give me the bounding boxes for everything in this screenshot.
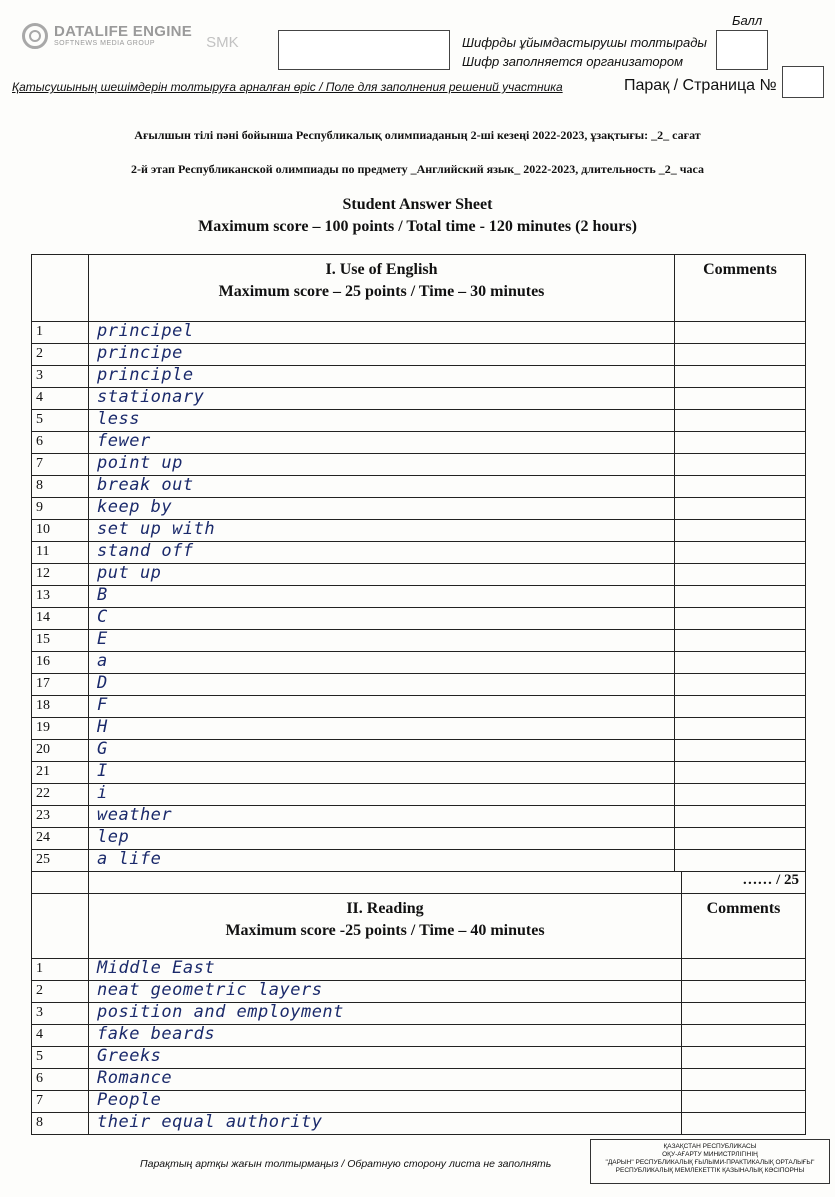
score-box[interactable] — [716, 30, 768, 70]
comment-cell[interactable] — [682, 1113, 806, 1135]
answer-row — [32, 366, 806, 388]
cipher-note — [462, 33, 707, 71]
watermark-faint: SMK — [206, 34, 239, 51]
answer-field[interactable]: lep — [89, 828, 675, 850]
question-number: 2 — [32, 344, 89, 366]
question-number: 14 — [32, 608, 89, 630]
section1-score[interactable]: …… / 25 — [682, 872, 806, 894]
section1-corner — [32, 255, 89, 322]
answer-field[interactable]: stationary — [89, 388, 675, 410]
comment-cell[interactable] — [682, 1091, 806, 1113]
question-number: 11 — [32, 542, 89, 564]
answer-field[interactable]: Greeks — [89, 1047, 682, 1069]
intro-line-kz: Ағылшын тілі пәні бойынша Республикалық олимпиаданың 2-ші кезеңі 2022-2023, ұзақтығы: _2_ сағат — [134, 128, 701, 142]
question-number: 25 — [32, 850, 89, 872]
intro-line-ru: 2-й этап Республиканской олимпиады по предмету _Английский язык_ 2022-2023, длительность _2_ часа — [131, 162, 704, 176]
answer-row — [32, 806, 806, 828]
section1-comments-header: Comments — [675, 255, 806, 322]
section1-score-spacer — [32, 872, 89, 894]
comment-cell[interactable] — [675, 784, 806, 806]
field-label: Қатысушының шешімдерін толтыруға арналған өріс / Поле для заполнения решений участника — [12, 80, 563, 94]
question-number: 16 — [32, 652, 89, 674]
answer-field[interactable]: position and employment — [89, 1003, 682, 1025]
answer-row — [32, 762, 806, 784]
question-number: 15 — [32, 630, 89, 652]
question-number: 7 — [32, 1091, 89, 1113]
section2-corner — [32, 894, 89, 959]
answer-field[interactable]: G — [89, 740, 675, 762]
comment-cell[interactable] — [682, 1069, 806, 1091]
comment-cell[interactable] — [682, 1003, 806, 1025]
question-number: 4 — [32, 1025, 89, 1047]
answer-field[interactable]: their equal authority — [89, 1113, 682, 1135]
cipher-box[interactable] — [278, 30, 450, 70]
score-label: Балл — [732, 13, 763, 28]
watermark-brand: DATALIFE ENGINE — [54, 22, 193, 40]
answer-field[interactable]: a life — [89, 850, 675, 872]
comment-cell[interactable] — [675, 652, 806, 674]
comment-cell[interactable] — [675, 476, 806, 498]
cipher-note-ru: Шифр заполняется организатором — [462, 54, 683, 69]
comment-cell[interactable] — [675, 608, 806, 630]
question-number: 17 — [32, 674, 89, 696]
comment-cell[interactable] — [675, 696, 806, 718]
question-number: 6 — [32, 1069, 89, 1091]
comment-cell[interactable] — [675, 322, 806, 344]
watermark — [22, 20, 239, 51]
question-number: 8 — [32, 1113, 89, 1135]
answer-field[interactable]: break out — [89, 476, 675, 498]
sheet-subtitle: Maximum score – 100 points / Total time - 120 minutes (2 hours) — [198, 218, 637, 235]
question-number: 3 — [32, 366, 89, 388]
comment-cell[interactable] — [675, 850, 806, 872]
question-number: 20 — [32, 740, 89, 762]
question-number: 7 — [32, 454, 89, 476]
comment-cell[interactable] — [675, 762, 806, 784]
answer-row — [32, 564, 806, 586]
answer-row — [32, 1025, 806, 1047]
comment-cell[interactable] — [675, 542, 806, 564]
answer-row — [32, 388, 806, 410]
answer-field[interactable]: fake beards — [89, 1025, 682, 1047]
question-number: 21 — [32, 762, 89, 784]
question-number: 2 — [32, 981, 89, 1003]
answer-row — [32, 1069, 806, 1091]
answer-field[interactable]: fewer — [89, 432, 675, 454]
answer-field[interactable]: point up — [89, 454, 675, 476]
question-number: 1 — [32, 322, 89, 344]
answer-row — [32, 1113, 806, 1135]
answer-field[interactable]: C — [89, 608, 675, 630]
answer-row — [32, 498, 806, 520]
cipher-note-kz: Шифрды ұйымдастырушы толтырады — [462, 35, 708, 50]
comment-cell[interactable] — [675, 366, 806, 388]
answer-row — [32, 1091, 806, 1113]
answer-field[interactable]: a — [89, 652, 675, 674]
comment-cell[interactable] — [682, 981, 806, 1003]
question-number: 22 — [32, 784, 89, 806]
page-number-box[interactable] — [782, 66, 824, 98]
comment-cell[interactable] — [675, 564, 806, 586]
answer-field[interactable]: E — [89, 630, 675, 652]
section1-subtitle: Maximum score – 25 points / Time – 30 minutes — [218, 283, 545, 300]
answer-row — [32, 652, 806, 674]
comment-cell[interactable] — [675, 498, 806, 520]
use-of-english-table — [31, 254, 806, 872]
comment-cell[interactable] — [675, 718, 806, 740]
answer-field[interactable]: I — [89, 762, 675, 784]
answer-row — [32, 850, 806, 872]
answer-field[interactable]: People — [89, 1091, 682, 1113]
sheet-title: Student Answer Sheet — [342, 196, 493, 213]
answer-field[interactable]: B — [89, 586, 675, 608]
answer-row — [32, 630, 806, 652]
question-number: 13 — [32, 586, 89, 608]
answer-row — [32, 1047, 806, 1069]
comment-cell[interactable] — [675, 828, 806, 850]
comment-cell[interactable] — [675, 410, 806, 432]
comment-cell[interactable] — [675, 454, 806, 476]
question-number: 9 — [32, 498, 89, 520]
answer-field[interactable]: keep by — [89, 498, 675, 520]
question-number: 1 — [32, 959, 89, 981]
answer-field[interactable]: D — [89, 674, 675, 696]
question-number: 8 — [32, 476, 89, 498]
section1-header — [89, 255, 675, 322]
section2-subtitle: Maximum score -25 points / Time – 40 minutes — [225, 922, 545, 939]
answer-field[interactable]: put up — [89, 564, 675, 586]
answer-field[interactable]: weather — [89, 806, 675, 828]
answer-row — [32, 520, 806, 542]
answer-row — [32, 828, 806, 850]
question-number: 10 — [32, 520, 89, 542]
comment-cell[interactable] — [675, 344, 806, 366]
answer-field[interactable]: set up with — [89, 520, 675, 542]
answer-row — [32, 674, 806, 696]
organization-stamp — [590, 1139, 830, 1184]
question-number: 5 — [32, 1047, 89, 1069]
page-label: Парақ / Страница № — [624, 77, 777, 94]
stamp-line: ҚАЗАҚСТАН РЕСПУБЛИКАСЫ — [663, 1143, 757, 1150]
question-number: 5 — [32, 410, 89, 432]
section1-title: I. Use of English — [325, 261, 438, 278]
section1-score-spacer-mid — [89, 872, 682, 894]
footer-note: Парақтың артқы жағын толтырмаңыз / Обратную сторону листа не заполнять — [140, 1158, 552, 1170]
section2-comments-header: Comments — [682, 894, 806, 959]
answer-row — [32, 740, 806, 762]
question-number: 6 — [32, 432, 89, 454]
answer-row — [32, 586, 806, 608]
answer-row — [32, 608, 806, 630]
answer-field[interactable]: principe — [89, 344, 675, 366]
question-number: 3 — [32, 1003, 89, 1025]
answer-field[interactable]: principel — [89, 322, 675, 344]
comment-cell[interactable] — [675, 674, 806, 696]
comment-cell[interactable] — [675, 630, 806, 652]
answer-row — [32, 718, 806, 740]
comment-cell[interactable] — [675, 586, 806, 608]
comment-cell[interactable] — [682, 1047, 806, 1069]
answer-field[interactable]: stand off — [89, 542, 675, 564]
answer-row — [32, 981, 806, 1003]
comment-cell[interactable] — [675, 520, 806, 542]
answer-row — [32, 1003, 806, 1025]
stamp-line: ОҚУ-АҒАРТУ МИНИСТРЛІГІНІҢ — [662, 1151, 758, 1158]
answer-row — [32, 696, 806, 718]
comment-cell[interactable] — [682, 959, 806, 981]
comment-cell[interactable] — [675, 432, 806, 454]
answer-row — [32, 542, 806, 564]
question-number: 19 — [32, 718, 89, 740]
answer-field[interactable]: Romance — [89, 1069, 682, 1091]
answer-field[interactable]: neat geometric layers — [89, 981, 682, 1003]
watermark-tagline: SOFTNEWS MEDIA GROUP — [54, 39, 156, 47]
answer-field[interactable]: less — [89, 410, 675, 432]
answer-field[interactable]: H — [89, 718, 675, 740]
question-number: 18 — [32, 696, 89, 718]
comment-cell[interactable] — [675, 806, 806, 828]
comment-cell[interactable] — [682, 1025, 806, 1047]
watermark-logo-icon — [22, 23, 48, 49]
answer-row — [32, 959, 806, 981]
section2-title: II. Reading — [346, 900, 424, 917]
question-number: 23 — [32, 806, 89, 828]
answer-row — [32, 454, 806, 476]
reading-table — [31, 871, 806, 1135]
answer-field[interactable]: principle — [89, 366, 675, 388]
answer-field[interactable]: Middle East — [89, 959, 682, 981]
answer-row — [32, 344, 806, 366]
comment-cell[interactable] — [675, 388, 806, 410]
stamp-line: РЕСПУБЛИКАЛЫҚ МЕМЛЕКЕТТІК ҚАЗЫНАЛЫҚ КӘСІПОРНЫ — [615, 1167, 805, 1174]
answer-row — [32, 410, 806, 432]
answer-field[interactable]: F — [89, 696, 675, 718]
question-number: 24 — [32, 828, 89, 850]
answer-row — [32, 476, 806, 498]
answer-row — [32, 322, 806, 344]
question-number: 4 — [32, 388, 89, 410]
comment-cell[interactable] — [675, 740, 806, 762]
stamp-line: "ДАРЫН" РЕСПУБЛИКАЛЫҚ ҒЫЛЫМИ-ПРАКТИКАЛЫҚ ОРТАЛЫҒЫ" — [605, 1159, 815, 1166]
answer-row — [32, 784, 806, 806]
section2-header — [89, 894, 682, 959]
answer-row — [32, 432, 806, 454]
answer-field[interactable]: i — [89, 784, 675, 806]
question-number: 12 — [32, 564, 89, 586]
